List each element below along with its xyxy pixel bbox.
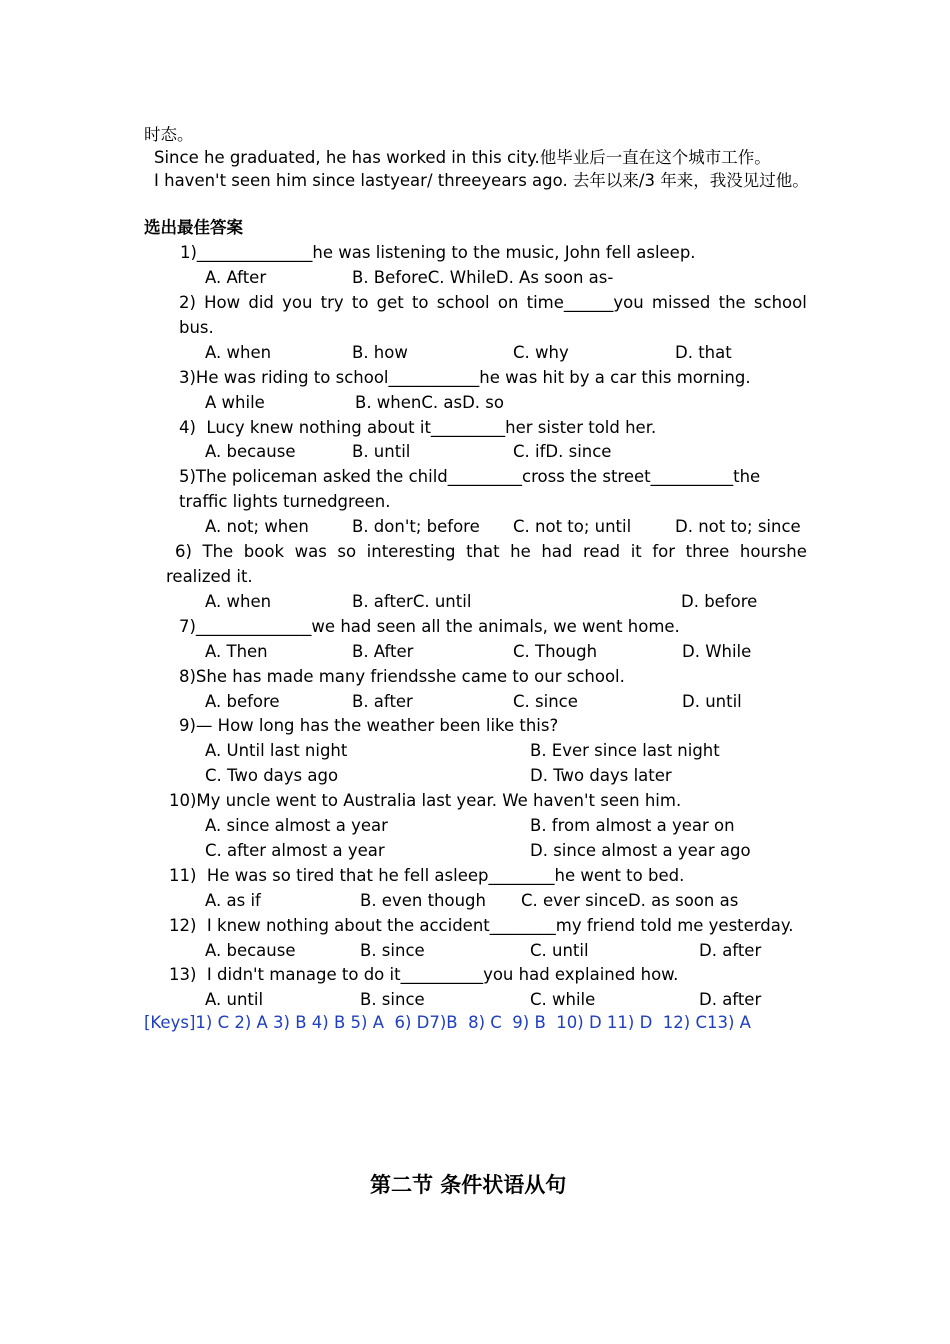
question-13-option-a: A. until [205, 990, 264, 1009]
question-5-option-b: B. don't; before [352, 517, 480, 536]
section-title: 第二节 条件状语从句 [370, 1173, 567, 1197]
question-3-stem: 3)He was riding to school___________he was hit by a car this morning. [179, 368, 751, 387]
question-2-option-b: B. how [352, 343, 408, 362]
question-13-option-b: B. since [360, 990, 425, 1009]
question-11-option-b: B. even though [360, 891, 486, 910]
question-3-option-a: A while [205, 393, 265, 412]
question-2-option-c: C. why [513, 343, 569, 362]
question-9-stem: 9)— How long has the weather been like this? [179, 716, 559, 735]
question-12-stem: 12) I knew nothing about the accident________my friend told me yesterday. [169, 916, 794, 935]
question-6-stem-continued: realized it. [166, 567, 253, 586]
question-13-option-d: D. after [699, 990, 762, 1009]
question-7-option-a: A. Then [205, 642, 268, 661]
example-sentence-2: I haven't seen him since lastyear/ threeyears ago. 去年以来/3 年来，我没见过他。 [154, 171, 809, 190]
question-5-stem-continued: traffic lights turnedgreen. [179, 492, 391, 511]
question-4-option-c: C. ifD. since [513, 442, 612, 461]
question-10-option-c: C. after almost a year [205, 841, 385, 860]
question-6-stem: 6) The book was so interesting that he had read it for three hourshe [175, 542, 807, 561]
question-7-stem: 7)______________we had seen all the animals, we went home. [179, 617, 680, 636]
question-7-option-d: D. While [682, 642, 752, 661]
question-4-option-b: B. until [352, 442, 411, 461]
intro-line: 时态。 [144, 125, 194, 144]
question-8-option-c: C. since [513, 692, 578, 711]
question-7-option-c: C. Though [513, 642, 598, 661]
question-2-option-d: D. that [675, 343, 732, 362]
question-1-option-b: B. BeforeC. WhileD. As soon as- [352, 268, 614, 287]
question-9-option-a: A. Until last night [205, 741, 348, 760]
question-5-option-a: A. not; when [205, 517, 309, 536]
question-7-option-b: B. After [352, 642, 414, 661]
question-8-stem: 8)She has made many friendsshe came to our school. [179, 667, 625, 686]
question-11-stem: 11) He was so tired that he fell asleep________he went to bed. [169, 866, 685, 885]
question-8-option-b: B. after [352, 692, 413, 711]
question-10-option-a: A. since almost a year [205, 816, 388, 835]
question-9-option-c: C. Two days ago [205, 766, 339, 785]
question-6-option-a: A. when [205, 592, 272, 611]
question-12-option-c: C. until [530, 941, 589, 960]
question-6-option-d: D. before [681, 592, 758, 611]
question-10-option-d: D. since almost a year ago [530, 841, 751, 860]
question-5-option-c: C. not to; until [513, 517, 632, 536]
answer-keys: [Keys]1) C 2) A 3) B 4) B 5) A 6) D7)B 8) C 9) B 10) D 11) D 12) C13) A [144, 1013, 751, 1032]
question-2-stem: 2) How did you try to get to school on time______you missed the school [179, 293, 807, 312]
question-13-option-c: C. while [530, 990, 596, 1009]
question-12-option-a: A. because [205, 941, 296, 960]
question-1-option-a: A. After [205, 268, 267, 287]
section-heading: 选出最佳答案 [144, 218, 243, 237]
question-11-option-a: A. as if [205, 891, 261, 910]
question-4-stem: 4) Lucy knew nothing about it_________her sister told her. [179, 418, 657, 437]
question-2-stem-continued: bus. [179, 318, 214, 337]
question-5-stem: 5)The policeman asked the child_________cross the street__________the [179, 467, 761, 486]
example-sentence-1: Since he graduated, he has worked in this city.他毕业后一直在这个城市工作。 [154, 148, 771, 167]
question-9-option-d: D. Two days later [530, 766, 672, 785]
question-5-option-d: D. not to; since [675, 517, 801, 536]
question-4-option-a: A. because [205, 442, 296, 461]
question-8-option-d: D. until [682, 692, 742, 711]
question-10-stem: 10)My uncle went to Australia last year. We haven't seen him. [169, 791, 682, 810]
question-2-option-a: A. when [205, 343, 272, 362]
question-12-option-d: D. after [699, 941, 762, 960]
question-8-option-a: A. before [205, 692, 280, 711]
question-10-option-b: B. from almost a year on [530, 816, 735, 835]
question-13-stem: 13) I didn't manage to do it__________you had explained how. [169, 965, 679, 984]
question-9-option-b: B. Ever since last night [530, 741, 720, 760]
question-11-option-c: C. ever sinceD. as soon as [521, 891, 739, 910]
question-12-option-b: B. since [360, 941, 425, 960]
question-6-option-b: B. afterC. until [352, 592, 472, 611]
question-1-stem: 1)______________he was listening to the music, John fell asleep. [180, 243, 696, 262]
question-3-option-b: B. whenC. asD. so [355, 393, 504, 412]
